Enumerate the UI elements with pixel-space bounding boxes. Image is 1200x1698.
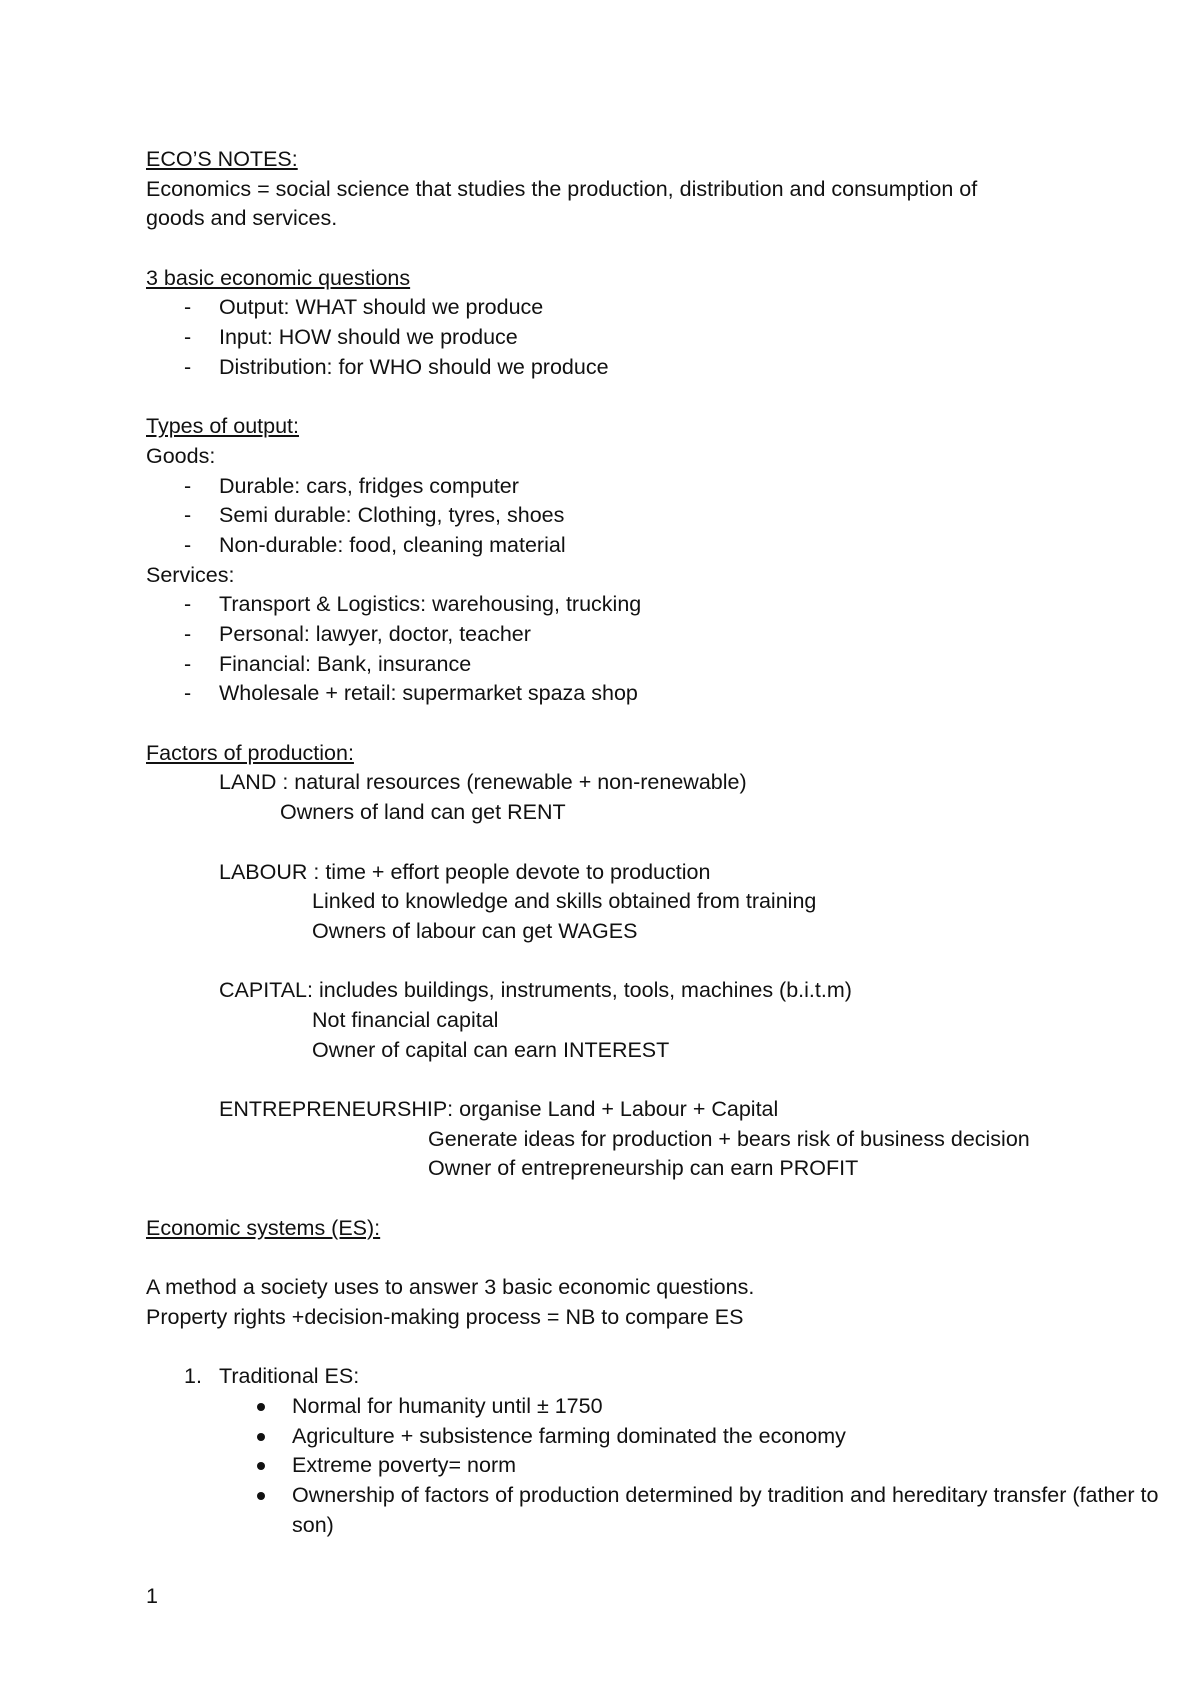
traditional-point-4: Ownership of factors of production determined by tradition and hereditary transfer (father to son) (292, 1482, 1159, 1537)
list-item: - Transport & Logistics: warehousing, trucking (184, 592, 642, 617)
list-item (146, 1422, 1172, 1452)
traditional-point-3: Extreme poverty= norm (292, 1453, 517, 1478)
spacer (146, 234, 1146, 264)
services-financial: Financial: Bank, insurance (219, 651, 472, 676)
list-item: - Personal: lawyer, doctor, teacher (184, 622, 531, 646)
list-item: - Wholesale + retail: supermarket spaza shop (184, 681, 638, 706)
entrepreneurship-line-3: Owner of entrepreneurship can earn PROFIT (428, 1156, 859, 1181)
labour-line-2: Linked to knowledge and skills obtained from training (312, 889, 817, 914)
services-wholesale: Wholesale + retail: supermarket spaza shop (219, 681, 638, 706)
spacer (146, 1333, 1146, 1363)
output-heading: Types of output: (146, 414, 299, 439)
services-personal: Personal: lawyer, doctor, teacher (219, 622, 531, 646)
item-number: 1. (184, 1364, 202, 1389)
list-item (146, 1481, 1172, 1540)
list-item: - Semi durable: Clothing, tyres, shoes (184, 503, 565, 528)
land-line-2: Owners of land can get RENT (280, 800, 566, 825)
systems-heading: Economic systems (ES): (146, 1215, 381, 1240)
spacer (146, 1065, 1146, 1095)
spacer (146, 383, 1146, 413)
list-item: - Input: HOW should we produce (184, 325, 518, 350)
page-number: 1 (146, 1584, 158, 1608)
spacer (146, 1184, 1146, 1214)
goods-label: Goods: (146, 443, 216, 468)
labour-line-3: Owners of labour can get WAGES (312, 918, 638, 943)
factors-heading: Factors of production: (146, 740, 354, 765)
document-title: ECO’S NOTES: (146, 147, 298, 171)
bullet-icon (257, 1492, 265, 1500)
traditional-label: Traditional ES: (219, 1364, 360, 1389)
question-input: Input: HOW should we produce (219, 325, 518, 350)
services-label: Services: (146, 562, 235, 587)
spacer (146, 1243, 1146, 1273)
list-item: - Non-durable: food, cleaning material (184, 532, 566, 557)
entrepreneurship-line-2: Generate ideas for production + bears risk of business decision (428, 1126, 1030, 1151)
list-item: - Distribution: for WHO should we produce (184, 354, 609, 379)
bullet-icon (257, 1403, 265, 1411)
entrepreneurship-line-1: ENTREPRENEURSHIP: organise Land + Labour + Capital (219, 1097, 779, 1121)
list-item (146, 1451, 1172, 1481)
numbered-item (146, 1362, 1146, 1392)
goods-semi-durable: Semi durable: Clothing, tyres, shoes (219, 503, 565, 528)
capital-line-3: Owner of capital can earn INTEREST (312, 1037, 670, 1062)
question-output: Output: WHAT should we produce (219, 295, 544, 320)
list-item: - Output: WHAT should we produce (184, 295, 544, 320)
systems-line-2: Property rights +decision-making process = NB to compare ES (146, 1304, 744, 1329)
systems-line-1: A method a society uses to answer 3 basic economic questions. (146, 1275, 755, 1300)
labour-line-1: LABOUR : time + effort people devote to production (219, 859, 711, 884)
document-body (146, 145, 1159, 1540)
list-item: - Financial: Bank, insurance (184, 651, 472, 676)
questions-heading: 3 basic economic questions (146, 265, 411, 290)
spacer (146, 709, 1146, 739)
bullet-icon (257, 1433, 265, 1441)
spacer (146, 828, 1146, 858)
land-line-1: LAND : natural resources (renewable + non-renewable) (219, 770, 747, 795)
traditional-point-2: Agriculture + subsistence farming dominated the economy (292, 1423, 846, 1448)
services-transport: Transport & Logistics: warehousing, trucking (219, 592, 642, 617)
list-item (146, 1392, 1172, 1422)
traditional-point-1: Normal for humanity until ± 1750 (292, 1393, 603, 1418)
capital-line-1: CAPITAL: includes buildings, instruments, tools, machines (b.i.t.m) (219, 978, 852, 1003)
question-distribution: Distribution: for WHO should we produce (219, 354, 609, 379)
goods-durable: Durable: cars, fridges computer (219, 473, 519, 498)
list-item: - Durable: cars, fridges computer (184, 473, 519, 498)
spacer (146, 947, 1146, 977)
intro-line-2: goods and services. (146, 206, 338, 231)
goods-non-durable: Non-durable: food, cleaning material (219, 532, 566, 557)
capital-line-2: Not financial capital (312, 1007, 499, 1032)
bullet-icon (257, 1462, 265, 1470)
intro-line-1: Economics = social science that studies the production, distribution and consumption of (146, 176, 978, 201)
